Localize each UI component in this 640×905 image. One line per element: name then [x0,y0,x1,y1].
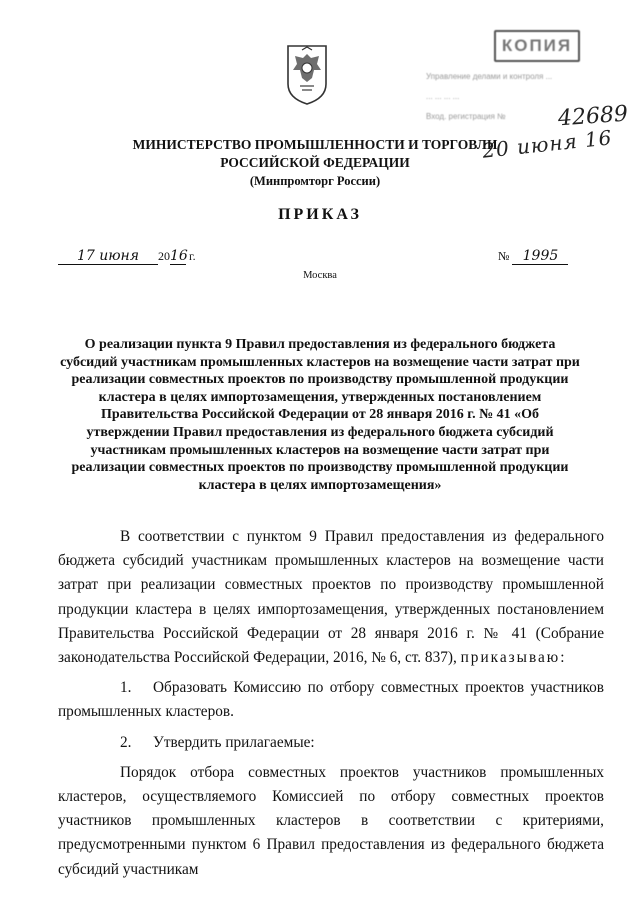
stamp-line-2: ... ... ... ... [426,92,460,101]
ministry-name-line-2: РОССИЙСКОЙ ФЕДЕРАЦИИ [220,155,410,170]
order-heading: О реализации пункта 9 Правил предоставления из федерального бюджета субсидий участникам промышленных кластеров на возмещение части затрат при реализации совместных проектов по производству промышленной продукции кластера в целях импортозамещения, утвержденных постановлением Правительства Российской Федерации от 28 января 2016 г. № 41 «Об утверждении Правил предоставления из федерального бюджета субсидий участникам промышленных кластеров на возмещение части затрат при реализации совместных проектов по производству промышленной продукции кластера в целях импортозамещения» [60,337,580,493]
russian-coat-of-arms-icon [284,40,330,106]
intro-command: приказываю: [460,649,567,667]
order-body [58,525,604,882]
item-2 [58,731,604,755]
item-1 [58,676,604,724]
item-1-number: 1. [120,679,132,697]
stamp-line-3: Вход. регистрация № [426,112,506,121]
intro-paragraph [58,525,604,670]
order-number-label: № [498,249,510,263]
ministry-abbreviation: (Минпромторг России) [249,174,381,188]
ministry-name-line-1: МИНИСТЕРСТВО ПРОМЫШЛЕННОСТИ И ТОРГОВЛИ [132,137,498,152]
order-year-prefix: 20 [158,249,170,263]
stamp-registration-number: 42689 [557,101,629,132]
order-number-handwritten: 1995 [512,248,568,265]
order-city: Москва [303,270,337,281]
item-2-number: 2. [120,733,132,751]
order-date [58,248,196,265]
item-1-text: Образовать Комиссию по отбору совместных проектов участников промышленных кластеров. [58,679,604,721]
order-year-suffix: г. [189,249,196,263]
intro-text: В соответствии с пунктом 9 Правил предоставления из федерального бюджета субсидий участникам промышленных кластеров на возмещение части затрат при реализации совместных проектов по производству промышленной продукции кластера в целях импортозамещения, утвержденных постановлением Правительства Российской Федерации от 28 января 2016 г. № 41 (Собрание законодательства Российской Федерации, 2016, № 6, ст. 837), [58,528,604,667]
order-year-handwritten: 16 [170,248,188,264]
order-number [498,248,568,265]
order-title: ПРИКАЗ [278,206,362,223]
sub-item-1: Порядок отбора совместных проектов участников промышленных кластеров, осуществляемого Комиссией по отбору совместных проектов участников промышленных кластеров в соответствии с критериями, предусмотренными пунктом 6 Правил предоставления из федерального бюджета субсидий участникам [58,763,604,878]
ministry-header [130,136,500,190]
order-date-handwritten: 17 июня [58,248,158,265]
stamp-line-1: Управление делами и контроля ... [426,72,553,81]
item-2-text: Утвердить прилагаемые: [153,733,315,751]
stamp-copy-label: КОПИЯ [494,30,580,62]
stamp-registration-date: 20 июня 16 [481,125,614,163]
